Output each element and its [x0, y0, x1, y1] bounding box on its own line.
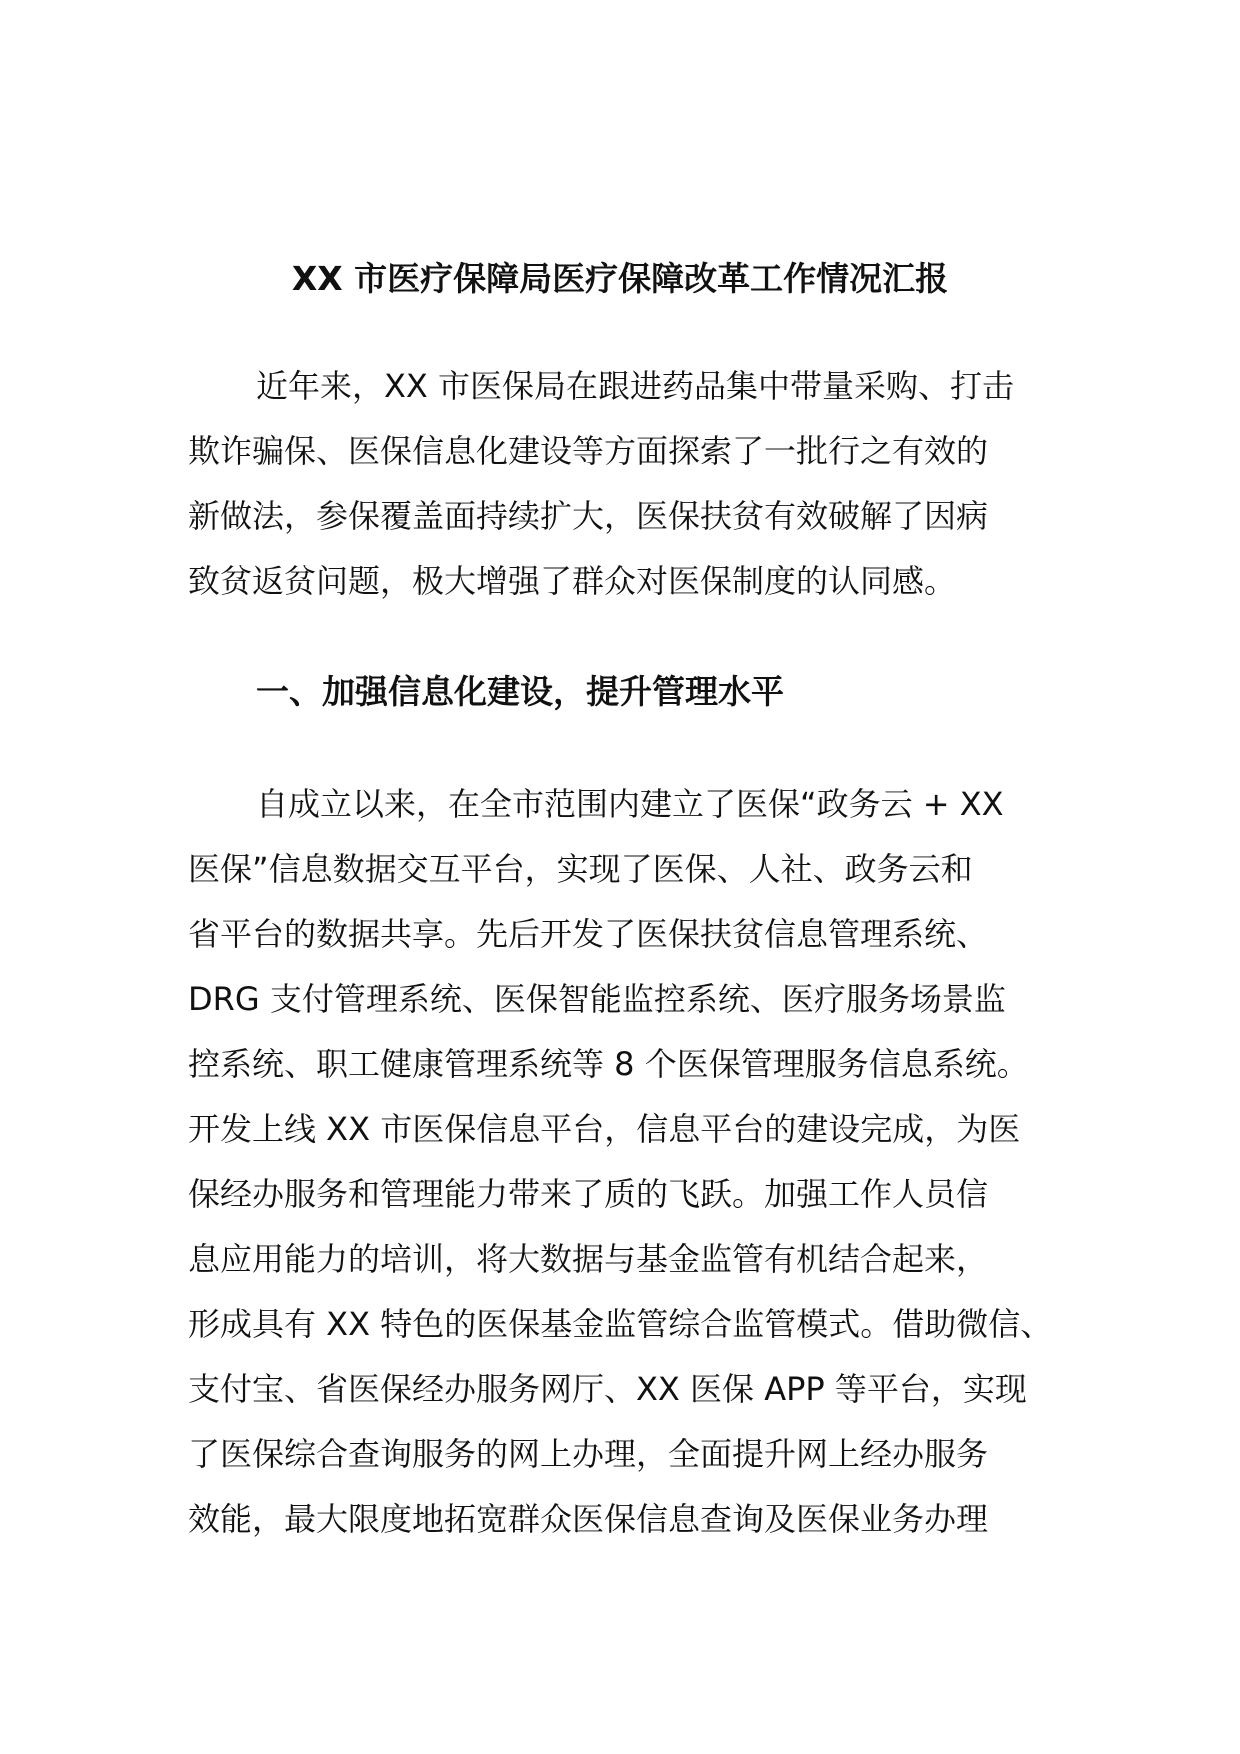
paragraph-line: 控系统、职工健康管理系统等 8 个医保管理服务信息系统。 — [188, 1045, 1029, 1083]
paragraph-line: 息应用能力的培训，将大数据与基金监管有机结合起来， — [188, 1240, 989, 1278]
paragraph-line: 近年来，XX 市医保局在跟进药品集中带量采购、打击 — [256, 367, 1015, 405]
paragraph-line: 了医保综合查询服务的网上办理，全面提升网上经办服务 — [188, 1435, 989, 1473]
intro-paragraph — [188, 354, 1088, 614]
paragraph-line: 保经办服务和管理能力带来了质的飞跃。加强工作人员信 — [188, 1175, 989, 1213]
paragraph-line: DRG 支付管理系统、医保智能监控系统、医疗服务场景监 — [188, 980, 1006, 1018]
paragraph-line: 新做法，参保覆盖面持续扩大，医保扶贫有效破解了因病 — [188, 497, 989, 535]
paragraph-line: 欺诈骗保、医保信息化建设等方面探索了一批行之有效的 — [188, 432, 989, 470]
paragraph-line: 形成具有 XX 特色的医保基金监管综合监管模式。借助微信、 — [188, 1305, 1053, 1343]
paragraph-line: 致贫返贫问题，极大增强了群众对医保制度的认同感。 — [188, 562, 957, 600]
paragraph-line: 效能，最大限度地拓宽群众医保信息查询及医保业务办理 — [188, 1500, 989, 1538]
section-1-paragraph — [188, 772, 1088, 1552]
paragraph-line: 支付宝、省医保经办服务网厅、XX 医保 APP 等平台，实现 — [188, 1370, 1027, 1408]
paragraph-line: 开发上线 XX 市医保信息平台，信息平台的建设完成，为医 — [188, 1110, 1021, 1148]
paragraph-line: 省平台的数据共享。先后开发了医保扶贫信息管理系统、 — [188, 915, 989, 953]
paragraph-line: 医保”信息数据交互平台，实现了医保、人社、政务云和 — [188, 850, 973, 888]
section-heading: 一、加强信息化建设，提升管理水平 — [256, 672, 784, 711]
document-title: XX 市医疗保障局医疗保障改革工作情况汇报 — [291, 259, 949, 298]
paragraph-line: 自成立以来，在全市范围内建立了医保“政务云 + XX — [256, 785, 1004, 823]
